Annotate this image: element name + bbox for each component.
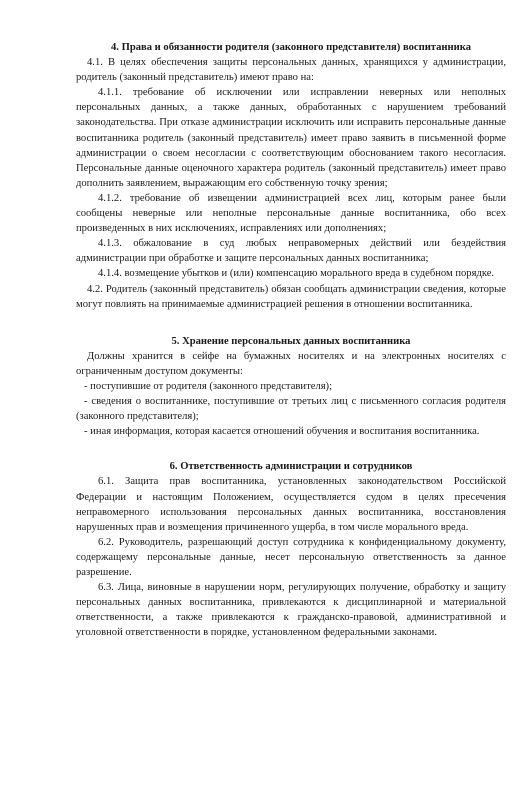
section-4-title: 4. Права и обязанности родителя (законного представителя) воспитанника <box>110 42 471 53</box>
list-item-5-3: - иная информация, которая касается отношений обучения и воспитания воспитанника. <box>84 426 480 438</box>
paragraph-6-2: 6.2. Руководитель, разрешающий доступ сотрудника к конфиденциальному документу, содержащему персональные данные, несет персональную ответственность за данное разрешение. <box>76 536 506 578</box>
paragraph-4-1-3: 4.1.3. обжалование в суд любых неправомерных действий или бездействия администрации при обработке и защите персональных данных воспитанника; <box>76 238 506 265</box>
section-spacer <box>76 439 506 459</box>
list-item-5-2: - сведения о воспитаннике, поступившие от третьих лиц с письменного согласия родителя (законного представителя); <box>76 396 506 423</box>
paragraph-4-2: 4.2. Родитель (законный представитель) обязан сообщать администрации сведения, которые могут повлиять на принимаемые администрацией решения в отношении воспитанника. <box>76 283 506 310</box>
section-6-title: 6. Ответственность администрации и сотрудников <box>169 461 413 473</box>
section-5-title: 5. Хранение персональных данных воспитанника <box>171 335 411 347</box>
paragraph-4-1-2: 4.1.2. требование об извещении администрацией всех лиц, которым ранее были сообщены неверные или неполные персональные данные воспитанника, обо всех произведенных в них исключениях, исправлениях или дополнениях; <box>76 192 506 235</box>
paragraph-4-1-1: 4.1.1. требование об исключении или исправлении неверных или неполных персональных данных, а также данных, обработанных с нарушением требований законодательства. При отказе администрации исключить или исправить персональные данные воспитанника родитель (законный представитель) имеет право заявить в письменной форме администрации о своем несогласии с соответствующим обоснованием такого несогласия. Персональные данные оценочного характера родитель (законный представитель) имеет право дополнить заявлением, выражающим его собственную точку зрения; <box>76 87 506 189</box>
section-spacer <box>76 312 506 334</box>
list-item-5-1: - поступившие от родителя (законного представителя); <box>84 380 333 392</box>
paragraph-6-3: 6.3. Лица, виновные в нарушении норм, регулирующих получение, обработку и защиту персональных данных воспитанника, привлекаются к дисциплинарной и материальной ответственности, а также привлекаются к гражданско-правовой, административной и уголовной ответственности в порядке, установленном федеральными законами. <box>76 582 506 639</box>
paragraph-4-1-4: 4.1.4. возмещение убытков и (или) компенсацию морального вреда в судебном порядке. <box>98 268 495 280</box>
paragraph-6-1: 6.1. Защита прав воспитанника, установленных законодательством Российской Федерации и настоящим Положением, осуществляется судом в целях пресечения неправомерного использования персональных данных воспитанника, восстановления нарушенных прав и возмещения причиненного ущерба, в том числе морального вреда. <box>76 476 506 533</box>
paragraph-5-intro: Должны хранится в сейфе на бумажных носителях и на электронных носителях с ограниченным доступом документы: <box>76 350 506 377</box>
paragraph-4-1: 4.1. В целях обеспечения защиты персональных данных, хранящихся у администрации, родитель (законный представитель) имеют право на: <box>76 57 506 84</box>
